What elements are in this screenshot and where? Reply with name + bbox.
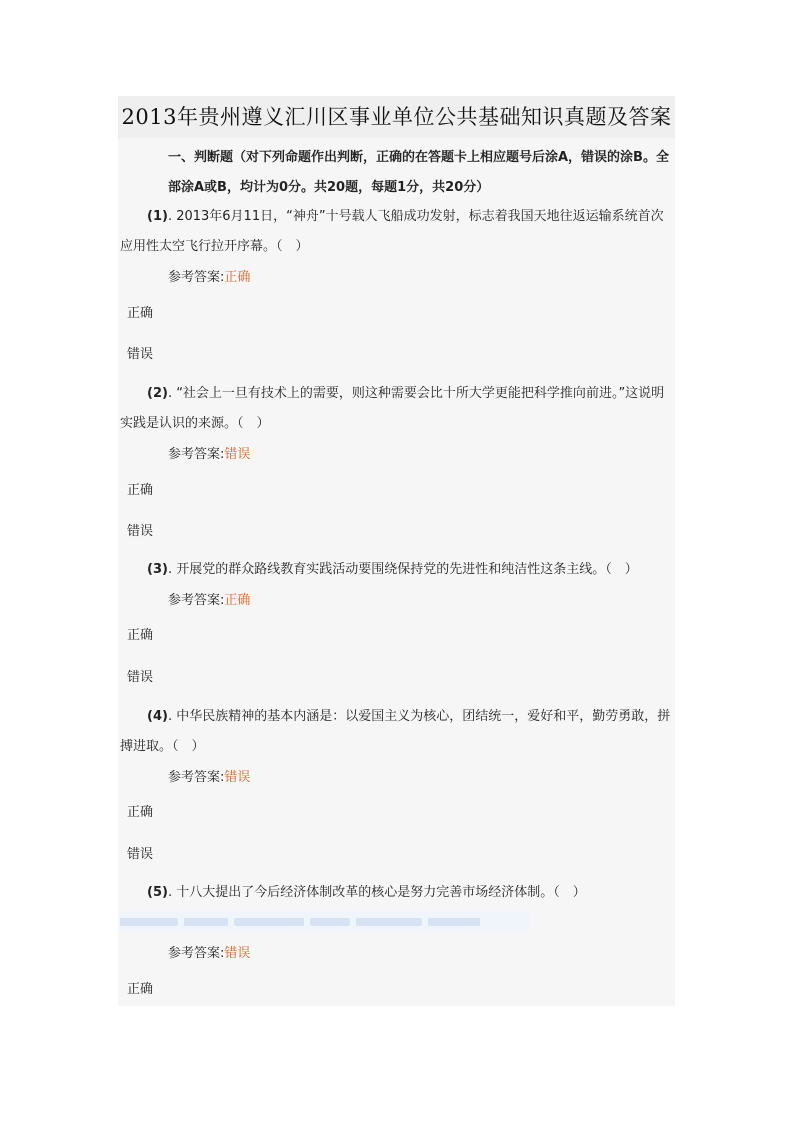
- answer-5: [168, 944, 250, 964]
- question-text: . 开展党的群众路线教育实践活动要围绕保持党的先进性和纯洁性这条主线。（ ）: [167, 562, 638, 577]
- answer-value: 错误: [224, 447, 251, 462]
- answer-label: 参考答案:: [168, 270, 225, 285]
- option-true[interactable]: 正确: [127, 805, 154, 820]
- question-text: . 2013年6月11日，“神舟”十号载人飞船成功发射，标志着我国天地往返运输系统首次应用性太空飞行拉开序幕。（ ）: [120, 209, 664, 254]
- watermark-band: [120, 911, 530, 931]
- option-true[interactable]: 正确: [127, 628, 154, 643]
- answer-value: 错误: [224, 946, 251, 961]
- section-intro: 一、判断题（对下列命题作出判断，正确的在答题卡上相应题号后涂A，错误的涂B。全部涂A或B，均计为0分。共20题，每题1分，共20分）: [168, 150, 669, 195]
- question-text: . 十八大提出了今后经济体制改革的核心是努力完善市场经济体制。（ ）: [167, 885, 586, 900]
- answer-3: [168, 591, 250, 611]
- question-3: [120, 555, 673, 585]
- answer-label: 参考答案:: [168, 593, 225, 608]
- question-number: (3): [147, 562, 168, 577]
- option-false[interactable]: 错误: [127, 847, 154, 862]
- question-number: (4): [147, 709, 168, 724]
- question-text: . “社会上一旦有技术上的需要，则这种需要会比十所大学更能把科学推向前进。”这说明实践是认识的来源。（ ）: [120, 386, 665, 431]
- page-title: 2013年贵州遵义汇川区事业单位公共基础知识真题及答案: [118, 96, 675, 138]
- question-text: . 中华民族精神的基本内涵是：以爱国主义为核心，团结统一，爱好和平，勤劳勇敢，拼搏进取。（ ）: [120, 709, 671, 754]
- option-true[interactable]: 正确: [127, 306, 154, 321]
- question-1: [120, 202, 673, 262]
- answer-value: 错误: [224, 770, 251, 785]
- answer-label: 参考答案:: [168, 447, 225, 462]
- option-false[interactable]: 错误: [127, 670, 154, 685]
- answer-label: 参考答案:: [168, 946, 225, 961]
- option-false[interactable]: 错误: [127, 524, 154, 539]
- answer-1: [168, 268, 250, 288]
- answer-4: [168, 768, 250, 788]
- option-true[interactable]: 正确: [127, 982, 154, 997]
- option-false[interactable]: 错误: [127, 347, 154, 362]
- answer-value: 正确: [224, 270, 251, 285]
- option-true[interactable]: 正确: [127, 483, 154, 498]
- question-4: [120, 702, 673, 762]
- question-2: [120, 379, 673, 439]
- question-5: [120, 878, 673, 908]
- question-number: (2): [147, 386, 168, 401]
- answer-value: 正确: [224, 593, 251, 608]
- question-number: (1): [147, 209, 168, 224]
- answer-label: 参考答案:: [168, 770, 225, 785]
- answer-2: [168, 445, 250, 465]
- question-number: (5): [147, 885, 168, 900]
